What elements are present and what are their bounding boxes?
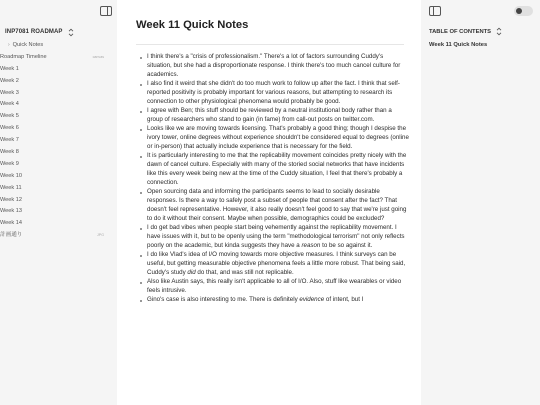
list-item-text: I do get bad vibes when people start being vehemently against the replicability movement. I have issues with it, but to be openly using the term "methodological terrorism" not only reflects poorly on the academic, but kinda suggests they have a — [147, 224, 405, 249]
list-item[interactable] — [139, 251, 409, 278]
toc-item[interactable]: Week 11 Quick Notes — [429, 42, 488, 48]
vault-switcher[interactable] — [5, 27, 111, 37]
file-week-10[interactable] — [0, 171, 112, 183]
list-item-text: do that, and was still not replicable. — [195, 268, 294, 276]
list-item-text: Gino's case is also interesting to me. There is definitely — [147, 296, 300, 304]
right-sidebar — [421, 0, 540, 405]
toc-title: TABLE OF CONTENTS — [429, 28, 492, 35]
file-label: Week 8 — [0, 149, 19, 156]
file-week-13[interactable] — [0, 206, 112, 218]
file-type-tag: canvas — [92, 54, 104, 59]
file-label: Week 3 — [0, 89, 19, 96]
file-label: Week 6 — [0, 125, 19, 132]
file-week-11[interactable] — [0, 183, 112, 195]
list-item[interactable]: Looks like we are moving towards licensing. That's probably a good thing; though I despise the ivory tower, online degrees without experience shouldn't be considered equal to degrees (online or in-person) that actually include experience that is necessary for the field. — [139, 125, 409, 152]
file-week-14[interactable] — [0, 218, 112, 230]
file-week-1[interactable] — [0, 64, 112, 76]
file-label: Week 9 — [0, 160, 19, 167]
list-item[interactable]: I agree with Ben; this stuff should be reviewed by a neutral institutional body rather than a group of researchers who stand to gain (in fame) from call-out posts on twitter.com. — [139, 107, 409, 125]
file-week-8[interactable] — [0, 147, 112, 159]
list-item-text: I do like Vlad's idea of I/O moving towards more objective measures. I think surveys can be useful, but getting measurable objective phenomena feels a little more robust. That being said, Cuddy's study — [147, 251, 406, 276]
folder-quick-notes[interactable] — [8, 40, 112, 52]
list-item[interactable]: Open sourcing data and informing the participants seems to lead to socially desirable responses. Is there a way to safely post a subset of people that consent after the fact? That doesn't feel representative. However, it also really doesn't feel good to say that we're just going to do it without their consent. Maybe when possible, demographics could be excluded? — [139, 188, 409, 224]
file-label: Week 5 — [0, 113, 19, 120]
file-week-7[interactable] — [0, 135, 112, 147]
file-label: Week 12 — [0, 196, 22, 203]
emphasis-text: reason — [301, 241, 321, 249]
sidebar-panel-icon[interactable] — [100, 6, 112, 16]
file-label: 計画通り — [0, 232, 23, 239]
notes-list — [139, 53, 409, 305]
file-label: Roadmap Timeline — [0, 53, 47, 60]
chevron-updown-icon — [496, 27, 502, 36]
file-week-12[interactable] — [0, 195, 112, 207]
file-label: Week 4 — [0, 101, 19, 108]
file-week-9[interactable] — [0, 159, 112, 171]
file-week-6[interactable] — [0, 123, 112, 135]
chevron-updown-icon — [68, 28, 74, 37]
toc-header[interactable] — [429, 27, 502, 36]
file-label: Week 13 — [0, 208, 22, 215]
folder-label: Quick Notes — [12, 42, 44, 48]
title-divider — [136, 44, 404, 45]
list-item[interactable]: I also find it weird that she didn't do too much work to follow up after the fact. I think that self-reported positivity is probably important for various reasons, but attempting to research its connection to other physiological phenomena would probably be good. — [139, 80, 409, 107]
file-label: Week 7 — [0, 137, 19, 144]
list-item[interactable] — [139, 296, 409, 305]
chevron-right-icon: › — [8, 42, 10, 48]
file-label: Week 11 — [0, 184, 22, 191]
file-label: Week 1 — [0, 65, 19, 72]
sidebar-panel-icon[interactable] — [429, 6, 441, 16]
list-item-text: to be so against it. — [320, 241, 373, 249]
file-keikaku-doori[interactable] — [0, 230, 112, 242]
toggle-knob — [516, 8, 522, 14]
file-week-4[interactable] — [0, 99, 112, 111]
list-item[interactable]: It is particularly interesting to me that the replicability movement coincides pretty nicely with the dawn of cancel culture. Especially with many of the storied social networks that have incidents like this every week being new at the time of the Cuddy situation, I feel that there's probably a connection. — [139, 152, 409, 188]
file-roadmap-timeline[interactable] — [0, 52, 112, 64]
page-title[interactable]: Week 11 Quick Notes — [136, 19, 249, 31]
file-label: Week 10 — [0, 172, 22, 179]
file-tree — [0, 40, 112, 242]
file-week-5[interactable] — [0, 111, 112, 123]
file-type-tag: JPG — [97, 233, 104, 238]
note-editor[interactable] — [117, 0, 421, 405]
file-label: Week 2 — [0, 77, 19, 84]
file-label: Week 14 — [0, 220, 22, 227]
emphasis-text: did — [187, 268, 196, 276]
emphasis-text: evidence — [299, 296, 325, 304]
left-sidebar — [0, 0, 117, 405]
list-item[interactable]: I think there's a "crisis of professionalism." There's a lot of factors surrounding Cuddy's situation, but she had a disproportionate response. I think there's too much cancel culture for academics. — [139, 53, 409, 80]
file-week-3[interactable] — [0, 88, 112, 100]
list-item[interactable]: Also like Austin says, this really isn't applicable to all of I/O. Also, stuff like wearables or video feels intrusive. — [139, 278, 409, 296]
theme-toggle[interactable] — [514, 6, 533, 16]
list-item-text: of intent, but I — [324, 296, 364, 304]
vault-name: INP7081 ROADMAP — [5, 29, 63, 35]
file-week-2[interactable] — [0, 76, 112, 88]
list-item[interactable] — [139, 224, 409, 251]
